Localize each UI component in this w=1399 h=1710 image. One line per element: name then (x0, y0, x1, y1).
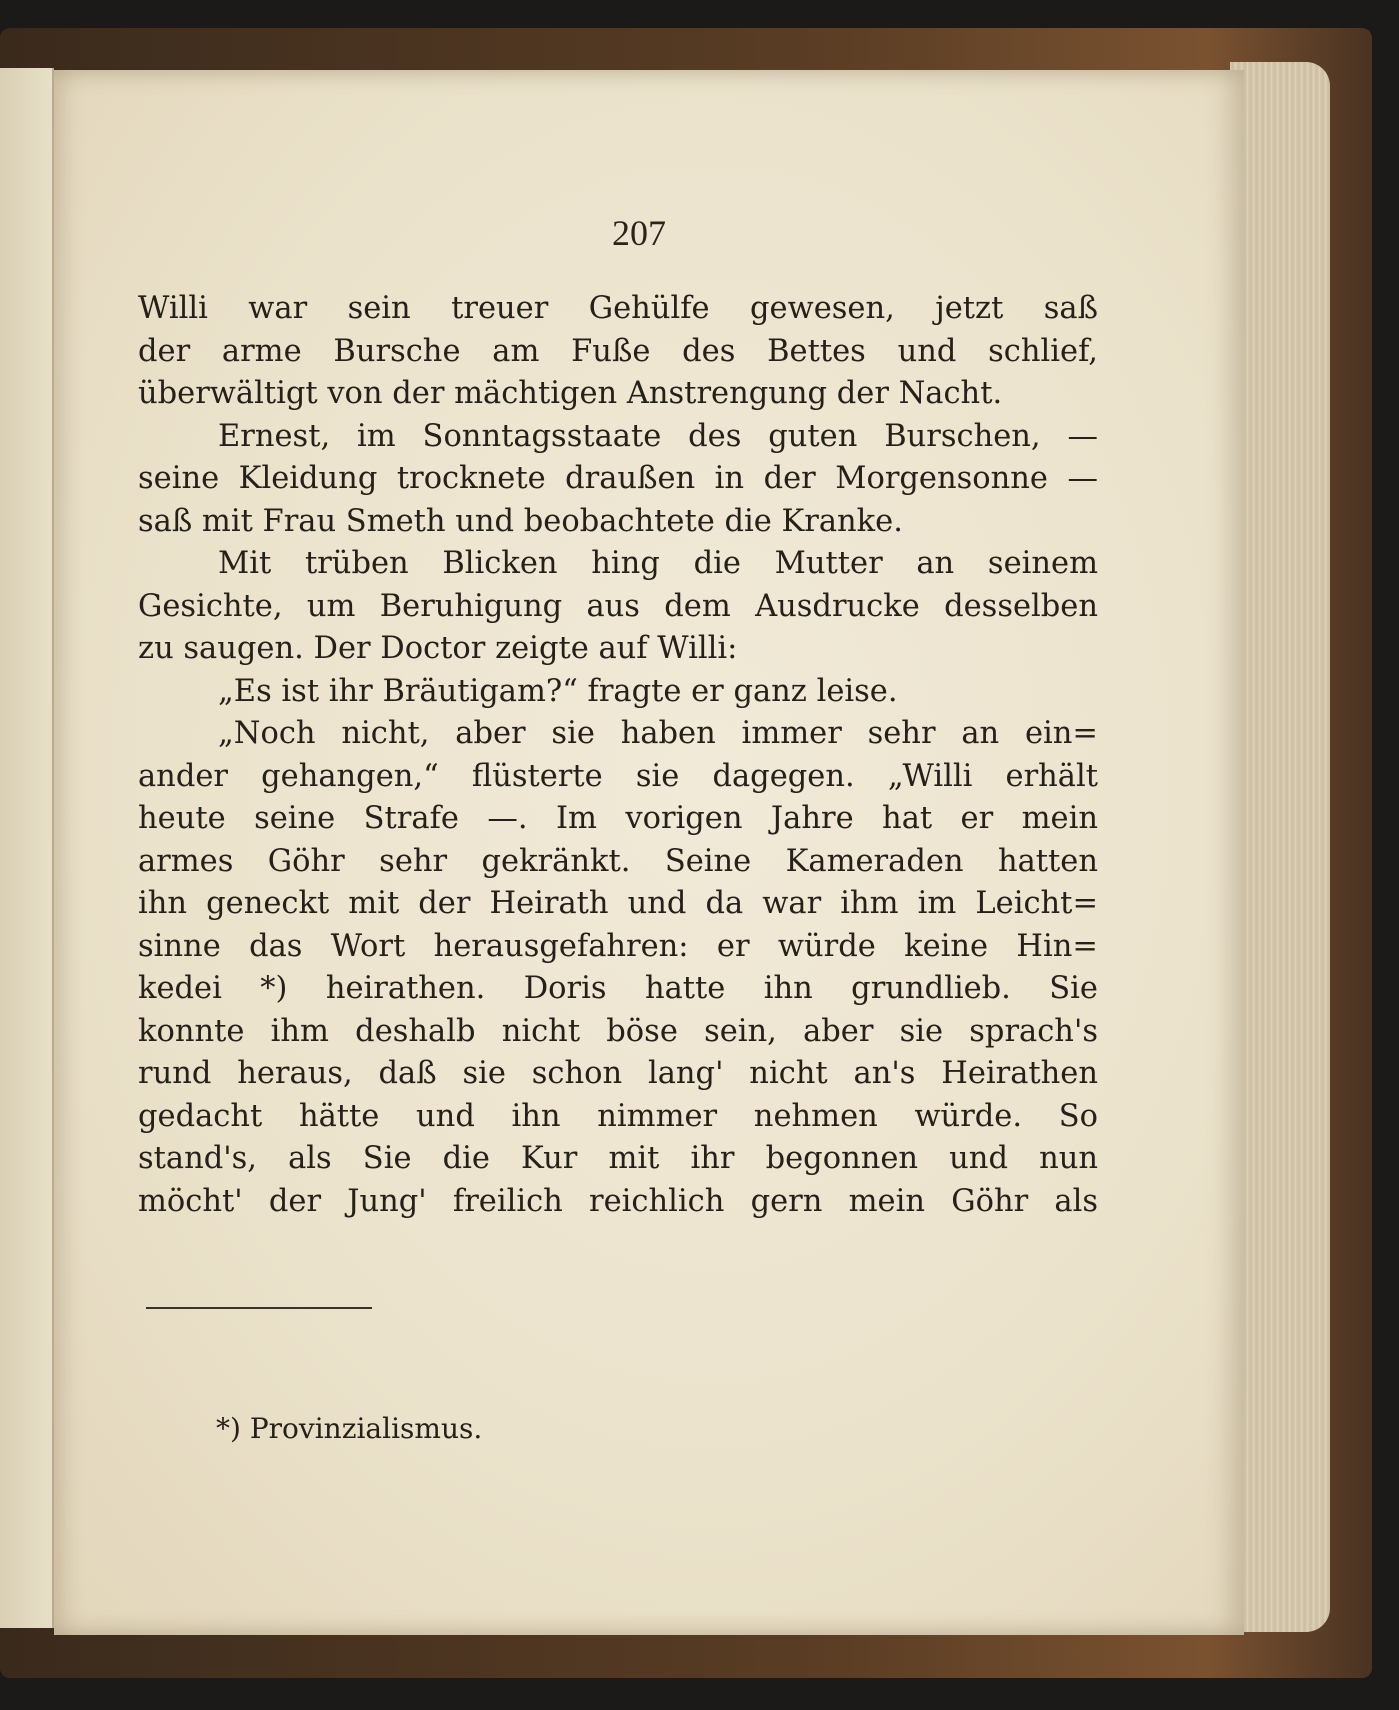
text-line: konnte ihm deshalb nicht böse sein, aber sie sprach's (138, 1013, 1098, 1049)
text-line: möcht' der Jung' freilich reichlich gern mein Göhr als (138, 1183, 1098, 1219)
text-line: ander gehangen,“ flüsterte sie dagegen. „Willi erhält (138, 758, 1098, 794)
footnote-divider (146, 1307, 372, 1309)
text-line: gedacht hätte und ihn nimmer nehmen würde. So (138, 1098, 1098, 1134)
text-line: überwältigt von der mächtigen Anstrengung der Nacht. (138, 376, 1003, 411)
book-page (54, 70, 1244, 1635)
text-line: rund heraus, daß sie schon lang' nicht an's Heirathen (138, 1056, 1098, 1091)
text-line: sinne das Wort herausgefahren: er würde keine Hin= (138, 928, 1098, 964)
text-line: „Es ist ihr Bräutigam?“ fragte er ganz leise. (218, 673, 898, 709)
page-edges (1230, 62, 1330, 1632)
text-line: kedei *) heirathen. Doris hatte ihn grundlieb. Sie (138, 971, 1098, 1006)
footnote: *) Provinzialismus. (216, 1412, 483, 1445)
text-line: Willi war sein treuer Gehülfe gewesen, jetzt saß (138, 291, 1098, 326)
text-line: armes Göhr sehr gekränkt. Seine Kameraden hatten (138, 843, 1098, 879)
text-line: ihn geneckt mit der Heirath und da war ihm im Leicht= (138, 886, 1098, 921)
previous-page-edge (0, 68, 54, 1628)
text-line: der arme Bursche am Fuße des Bettes und schlief, (138, 333, 1098, 369)
text-line: zu saugen. Der Doctor zeigte auf Willi: (138, 631, 738, 666)
body-text (138, 288, 1098, 1223)
text-line: seine Kleidung trocknete draußen in der Morgensonne — (138, 461, 1098, 496)
text-line: Ernest, im Sonntagsstaate des guten Burschen, — (218, 418, 1098, 454)
text-line: stand's, als Sie die Kur mit ihr begonnen und nun (138, 1141, 1098, 1176)
page-number: 207 (612, 213, 666, 253)
text-line: saß mit Frau Smeth und beobachtete die Kranke. (138, 503, 903, 539)
text-line: heute seine Strafe —. Im vorigen Jahre hat er mein (138, 801, 1098, 836)
text-line: Mit trüben Blicken hing die Mutter an seinem (218, 546, 1098, 581)
text-line: Gesichte, um Beruhigung aus dem Ausdrucke desselben (138, 588, 1098, 624)
text-line: „Noch nicht, aber sie haben immer sehr an ein= (218, 716, 1098, 751)
